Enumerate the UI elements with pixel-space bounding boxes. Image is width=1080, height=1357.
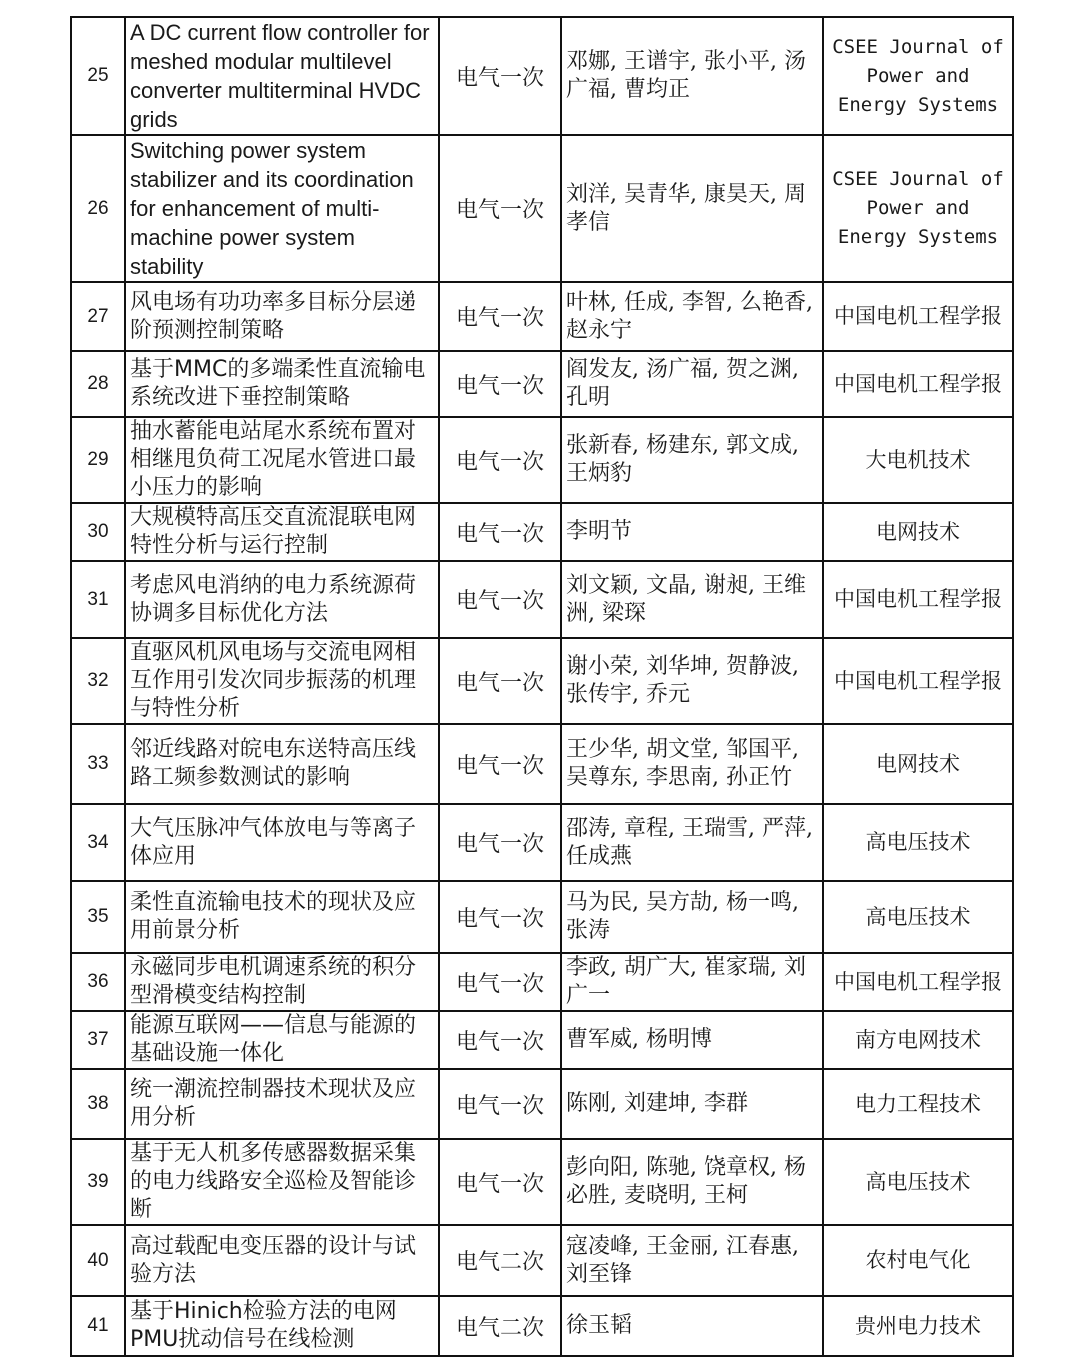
- row-number: 35: [71, 881, 125, 953]
- authors-cell: 王少华, 胡文堂, 邹国平, 吴尊东, 李思南, 孙正竹: [561, 724, 823, 804]
- category-cell: 电气一次: [439, 1011, 561, 1069]
- category-cell: 电气一次: [439, 561, 561, 638]
- category-cell: 电气一次: [439, 17, 561, 135]
- paper-title: 直驱风机风电场与交流电网相互作用引发次同步振荡的机理与特性分析: [125, 638, 439, 724]
- journal-cell: 电力工程技术: [823, 1069, 1013, 1139]
- category-cell: 电气一次: [439, 804, 561, 881]
- category-cell: 电气一次: [439, 881, 561, 953]
- paper-title: Switching power system stabilizer and its coordination for enhancement of multi-machine power system stability: [125, 135, 439, 282]
- paper-title: 永磁同步电机调速系统的积分型滑模变结构控制: [125, 953, 439, 1011]
- paper-title: 高过载配电变压器的设计与试验方法: [125, 1225, 439, 1296]
- authors-cell: 马为民, 吴方劼, 杨一鸣, 张涛: [561, 881, 823, 953]
- authors-cell: 叶林, 任成, 李智, 么艳香, 赵永宁: [561, 282, 823, 351]
- journal-cell: 中国电机工程学报: [823, 953, 1013, 1011]
- paper-title: 基于Hinich检验方法的电网PMU扰动信号在线检测: [125, 1296, 439, 1356]
- journal-cell: 电网技术: [823, 724, 1013, 804]
- journal-cell: 高电压技术: [823, 804, 1013, 881]
- paper-title: 柔性直流输电技术的现状及应用前景分析: [125, 881, 439, 953]
- row-number: 32: [71, 638, 125, 724]
- authors-cell: 李政, 胡广大, 崔家瑞, 刘广一: [561, 953, 823, 1011]
- journal-cell: 高电压技术: [823, 881, 1013, 953]
- table-row: [71, 804, 1013, 881]
- authors-cell: 徐玉韬: [561, 1296, 823, 1356]
- table-row: [71, 282, 1013, 351]
- row-number: 34: [71, 804, 125, 881]
- paper-title: 基于无人机多传感器数据采集的电力线路安全巡检及智能诊断: [125, 1139, 439, 1225]
- authors-cell: 刘文颖, 文晶, 谢昶, 王维洲, 梁琛: [561, 561, 823, 638]
- paper-title: 邻近线路对皖电东送特高压线路工频参数测试的影响: [125, 724, 439, 804]
- table-row: [71, 135, 1013, 282]
- authors-cell: 谢小荣, 刘华坤, 贺静波, 张传宇, 乔元: [561, 638, 823, 724]
- paper-title: 基于MMC的多端柔性直流输电系统改进下垂控制策略: [125, 351, 439, 417]
- row-number: 36: [71, 953, 125, 1011]
- journal-cell: CSEE Journal of Power and Energy Systems: [823, 135, 1013, 282]
- table-row: [71, 503, 1013, 561]
- table-row: [71, 561, 1013, 638]
- authors-cell: 曹军威, 杨明博: [561, 1011, 823, 1069]
- journal-cell: 贵州电力技术: [823, 1296, 1013, 1356]
- journal-cell: 农村电气化: [823, 1225, 1013, 1296]
- category-cell: 电气一次: [439, 282, 561, 351]
- paper-title: 大规模特高压交直流混联电网特性分析与运行控制: [125, 503, 439, 561]
- row-number: 39: [71, 1139, 125, 1225]
- category-cell: 电气一次: [439, 1139, 561, 1225]
- journal-cell: 中国电机工程学报: [823, 282, 1013, 351]
- authors-cell: 邓娜, 王谱宇, 张小平, 汤广福, 曹均正: [561, 17, 823, 135]
- authors-cell: 刘洋, 吴青华, 康昊天, 周孝信: [561, 135, 823, 282]
- paper-title: A DC current flow controller for meshed modular multilevel converter multiterminal HVDC grids: [125, 17, 439, 135]
- journal-cell: 大电机技术: [823, 417, 1013, 503]
- category-cell: 电气一次: [439, 1069, 561, 1139]
- table-row: [71, 17, 1013, 135]
- paper-list-table: [70, 16, 1014, 1357]
- journal-cell: 高电压技术: [823, 1139, 1013, 1225]
- authors-cell: 张新春, 杨建东, 郭文成, 王炳豹: [561, 417, 823, 503]
- paper-title: 大气压脉冲气体放电与等离子体应用: [125, 804, 439, 881]
- table-row: [71, 351, 1013, 417]
- row-number: 29: [71, 417, 125, 503]
- journal-cell: CSEE Journal of Power and Energy Systems: [823, 17, 1013, 135]
- category-cell: 电气一次: [439, 953, 561, 1011]
- table-row: [71, 1225, 1013, 1296]
- row-number: 26: [71, 135, 125, 282]
- journal-cell: 中国电机工程学报: [823, 561, 1013, 638]
- authors-cell: 李明节: [561, 503, 823, 561]
- category-cell: 电气一次: [439, 503, 561, 561]
- category-cell: 电气一次: [439, 351, 561, 417]
- authors-cell: 邵涛, 章程, 王瑞雪, 严萍, 任成燕: [561, 804, 823, 881]
- journal-cell: 中国电机工程学报: [823, 351, 1013, 417]
- row-number: 31: [71, 561, 125, 638]
- table-row: [71, 953, 1013, 1011]
- journal-cell: 南方电网技术: [823, 1011, 1013, 1069]
- table-row: [71, 638, 1013, 724]
- category-cell: 电气一次: [439, 135, 561, 282]
- row-number: 27: [71, 282, 125, 351]
- table-row: [71, 724, 1013, 804]
- category-cell: 电气二次: [439, 1225, 561, 1296]
- table-row: [71, 1139, 1013, 1225]
- journal-cell: 中国电机工程学报: [823, 638, 1013, 724]
- table-row: [71, 1069, 1013, 1139]
- authors-cell: 寇凌峰, 王金丽, 江春惠, 刘至锋: [561, 1225, 823, 1296]
- row-number: 38: [71, 1069, 125, 1139]
- paper-title: 统一潮流控制器技术现状及应用分析: [125, 1069, 439, 1139]
- row-number: 25: [71, 17, 125, 135]
- category-cell: 电气二次: [439, 1296, 561, 1356]
- authors-cell: 彭向阳, 陈驰, 饶章权, 杨必胜, 麦晓明, 王柯: [561, 1139, 823, 1225]
- category-cell: 电气一次: [439, 638, 561, 724]
- table-row: [71, 417, 1013, 503]
- row-number: 33: [71, 724, 125, 804]
- authors-cell: 阎发友, 汤广福, 贺之渊, 孔明: [561, 351, 823, 417]
- table-row: [71, 1296, 1013, 1356]
- paper-title: 能源互联网——信息与能源的基础设施一体化: [125, 1011, 439, 1069]
- row-number: 30: [71, 503, 125, 561]
- table-row: [71, 881, 1013, 953]
- paper-title: 抽水蓄能电站尾水系统布置对相继甩负荷工况尾水管进口最小压力的影响: [125, 417, 439, 503]
- category-cell: 电气一次: [439, 724, 561, 804]
- row-number: 41: [71, 1296, 125, 1356]
- paper-title: 风电场有功功率多目标分层递阶预测控制策略: [125, 282, 439, 351]
- journal-cell: 电网技术: [823, 503, 1013, 561]
- table-row: [71, 1011, 1013, 1069]
- paper-title: 考虑风电消纳的电力系统源荷协调多目标优化方法: [125, 561, 439, 638]
- row-number: 28: [71, 351, 125, 417]
- row-number: 40: [71, 1225, 125, 1296]
- authors-cell: 陈刚, 刘建坤, 李群: [561, 1069, 823, 1139]
- category-cell: 电气一次: [439, 417, 561, 503]
- row-number: 37: [71, 1011, 125, 1069]
